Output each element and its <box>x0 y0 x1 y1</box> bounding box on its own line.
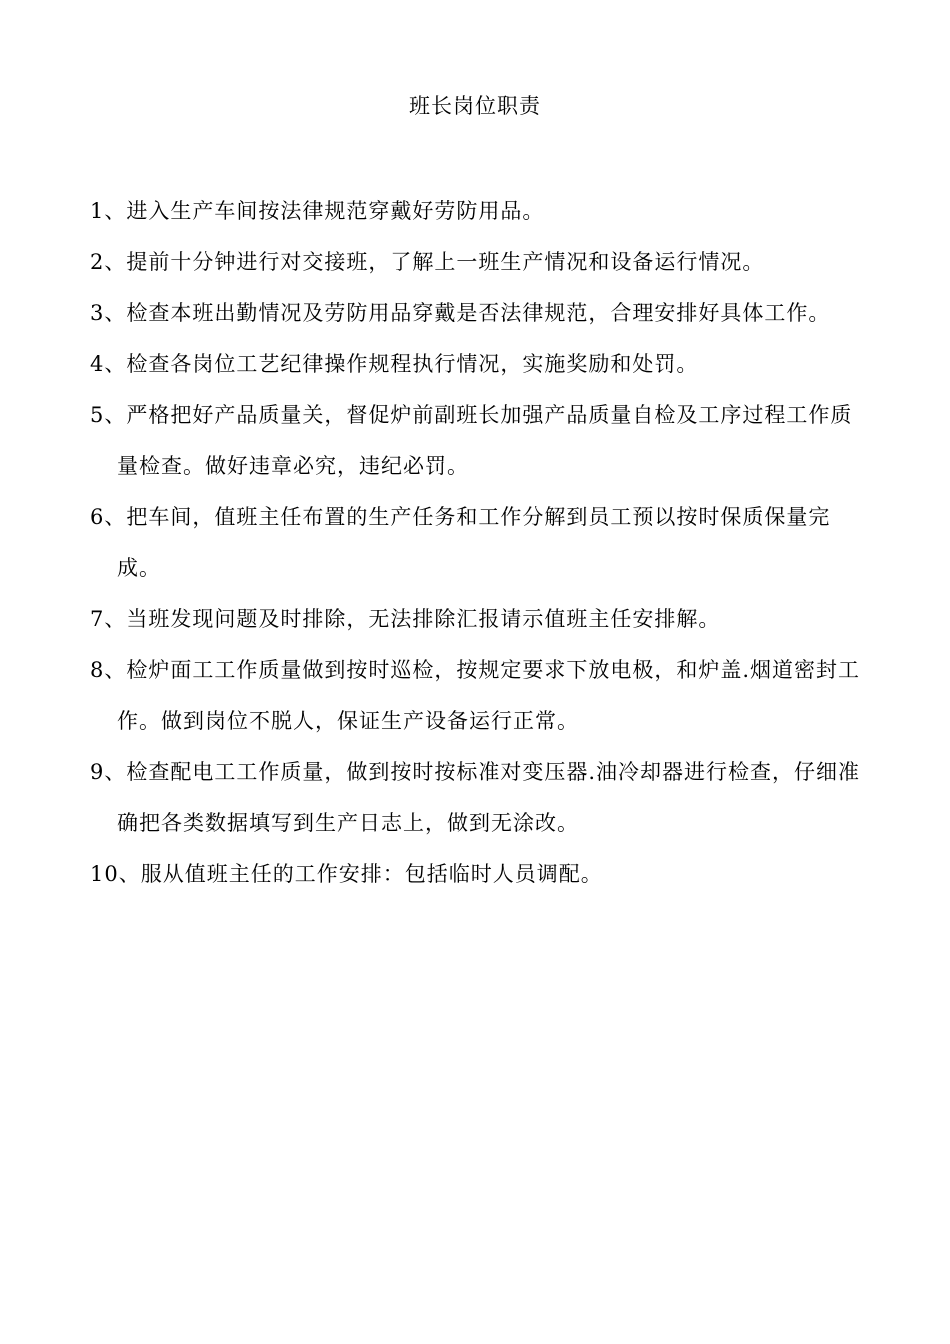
duty-item-4: 4、检查各岗位工艺纪律操作规程执行情况，实施奖励和处罚。 <box>90 352 699 376</box>
duty-item-8: 8、检炉面工工作质量做到按时巡检，按规定要求下放电极，和炉盖.烟道密封工作。做到岗位不脱人，保证生产设备运行正常。 <box>90 658 861 733</box>
document-title: 班长岗位职责 <box>409 94 541 118</box>
duty-item-6: 6、把车间，值班主任布置的生产任务和工作分解到员工预以按时保质保量完成。 <box>90 505 831 580</box>
duty-item-3: 3、检查本班出勤情况及劳防用品穿戴是否法律规范，合理安排好具体工作。 <box>90 301 831 325</box>
duty-item-1: 1、进入生产车间按法律规范穿戴好劳防用品。 <box>90 199 545 223</box>
duty-item-10: 10、服从值班主任的工作安排：包括临时人员调配。 <box>90 862 603 886</box>
duty-item-7: 7、当班发现问题及时排除，无法排除汇报请示值班主任安排解。 <box>90 607 721 631</box>
duty-item-9: 9、检查配电工工作质量，做到按时按标准对变压器.油冷却器进行检查，仔细准确把各类数据填写到生产日志上，做到无涂改。 <box>90 760 861 835</box>
duty-item-5: 5、严格把好产品质量关，督促炉前副班长加强产品质量自检及工序过程工作质量检查。做好违章必究，违纪必罚。 <box>90 403 853 478</box>
duty-list <box>90 186 870 900</box>
duty-item-2: 2、提前十分钟进行对交接班，了解上一班生产情况和设备运行情况。 <box>90 250 765 274</box>
